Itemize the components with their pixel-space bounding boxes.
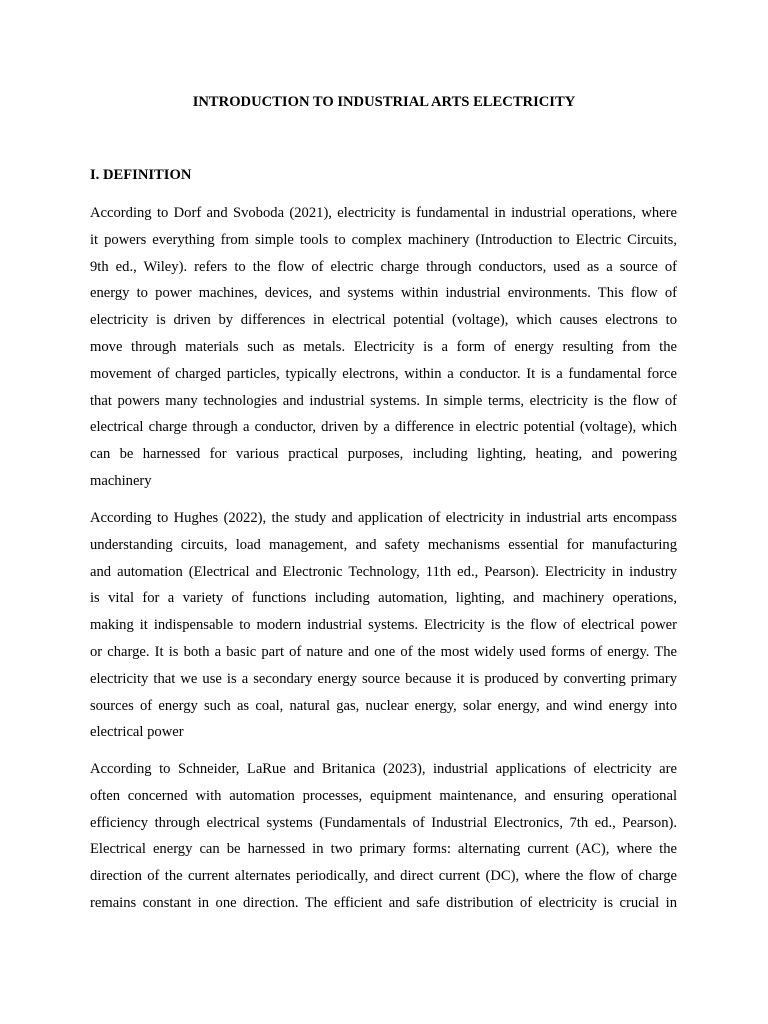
paragraph-dorf-svoboda [90,200,677,495]
paragraph-line: often concerned with automation processes, equipment maintenance, and ensuring operational [90,787,677,804]
paragraph-line: electrical power [90,724,184,741]
section-heading-definition: I. DEFINITION [90,167,192,183]
paragraph-line: electricity is driven by differences in electrical potential (voltage), which causes electrons to [90,312,677,329]
paragraph-line: Electrical energy can be harnessed in two primary forms: alternating current (AC), where the [90,841,677,858]
paragraph-line: and automation (Electrical and Electronic Technology, 11th ed., Pearson). Electricity in industry [90,563,677,580]
paragraph-schneider-larue-britanica [90,756,677,917]
paragraph-line: electrical charge through a conductor, driven by a difference in electric potential (voltage), which [90,419,677,436]
paragraph-line: According to Hughes (2022), the study and application of electricity in industrial arts encompass [90,510,677,526]
paragraph-line: 9th ed., Wiley). refers to the flow of electric charge through conductors, used as a source of [90,258,677,275]
document-title: INTRODUCTION TO INDUSTRIAL ARTS ELECTRICITY [192,94,576,110]
paragraph-line: understanding circuits, load management, and safety mechanisms essential for manufacturing [90,536,677,553]
paragraph-line: machinery [90,472,152,489]
paragraph-line: electricity that we use is a secondary energy source because it is produced by converting primary [90,670,677,687]
paragraph-line: that powers many technologies and industrial systems. In simple terms, electricity is the flow of [90,392,677,409]
paragraph-line: making it indispensable to modern industrial systems. Electricity is the flow of electrical power [90,617,677,634]
paragraph-line: is vital for a variety of functions including automation, lighting, and machinery operations, [90,590,677,607]
paragraph-line: remains constant in one direction. The efficient and safe distribution of electricity is crucial in [90,894,677,911]
paragraph-line: or charge. It is both a basic part of nature and one of the most widely used forms of energy. The [90,643,677,660]
paragraph-hughes [90,505,677,746]
paragraph-line: According to Dorf and Svoboda (2021), electricity is fundamental in industrial operations, where [90,205,677,221]
paragraph-line: efficiency through electrical systems (Fundamentals of Industrial Electronics, 7th ed., Pearson). [90,814,677,831]
paragraph-line: it powers everything from simple tools to complex machinery (Introduction to Electric Circuits, [90,231,677,248]
paragraph-line: can be harnessed for various practical purposes, including lighting, heating, and powering [90,446,677,463]
paragraph-line: sources of energy such as coal, natural gas, nuclear energy, solar energy, and wind energy into [90,697,677,714]
paragraph-line: movement of charged particles, typically electrons, within a conductor. It is a fundamental force [90,365,677,382]
paragraph-line: direction of the current alternates periodically, and direct current (DC), where the flow of charge [90,868,677,885]
paragraph-line: move through materials such as metals. Electricity is a form of energy resulting from the [90,338,677,355]
paragraph-line: energy to power machines, devices, and systems within industrial environments. This flow of [90,285,677,302]
paragraph-line: According to Schneider, LaRue and Britanica (2023), industrial applications of electricity are [90,761,677,777]
